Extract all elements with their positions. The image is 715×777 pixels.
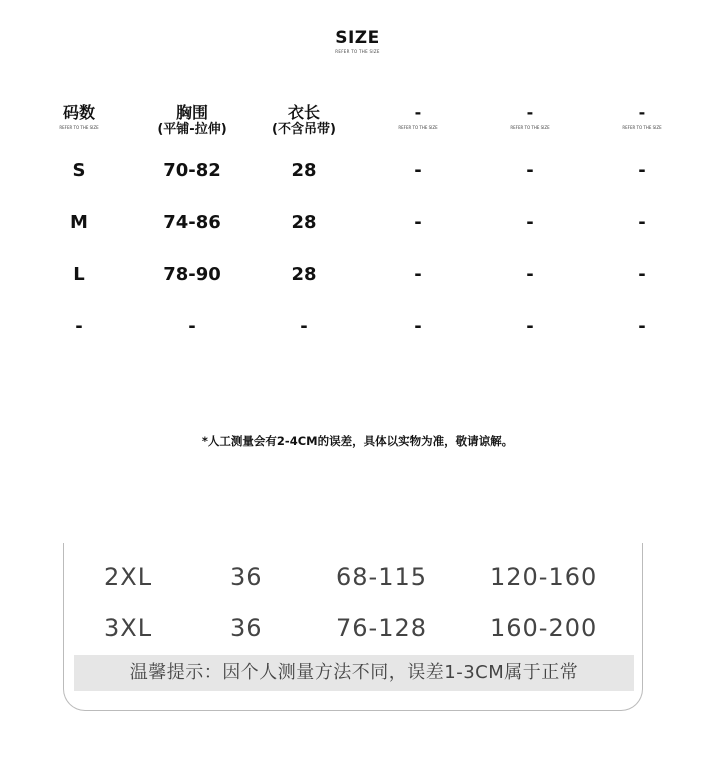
table-row: M 74-86 28 - - - <box>70 212 646 233</box>
column-header-size: 码数 REFER TO THE SIZE <box>59 103 99 130</box>
table-row: 2XL 36 68-115 120-160 <box>104 563 598 591</box>
table-row: 3XL 36 76-128 160-200 <box>104 614 598 642</box>
size-subtitle: REFER TO THE SIZE <box>335 49 380 54</box>
table-row: L 78-90 28 - - - <box>73 264 646 285</box>
column-header-blank-3: - REFER TO THE SIZE <box>622 103 662 130</box>
column-header-blank-1: - REFER TO THE SIZE <box>398 103 438 130</box>
column-header-length: 衣长 (不含吊带) <box>272 103 336 137</box>
size-card <box>63 543 643 711</box>
table-row: S 70-82 28 - - - <box>72 160 646 181</box>
measurement-note: *人工测量会有2-4CM的误差，具体以实物为准，敬请谅解。 <box>201 434 514 448</box>
column-header-blank-2: - REFER TO THE SIZE <box>510 103 550 130</box>
size-title: SIZE <box>335 28 380 48</box>
table-row: - - - - - - <box>75 316 646 337</box>
tip-banner: 温馨提示：因个人测量方法不同，误差1-3CM属于正常 <box>74 655 634 691</box>
column-header-bust: 胸围 (平铺-拉伸) <box>157 103 227 137</box>
